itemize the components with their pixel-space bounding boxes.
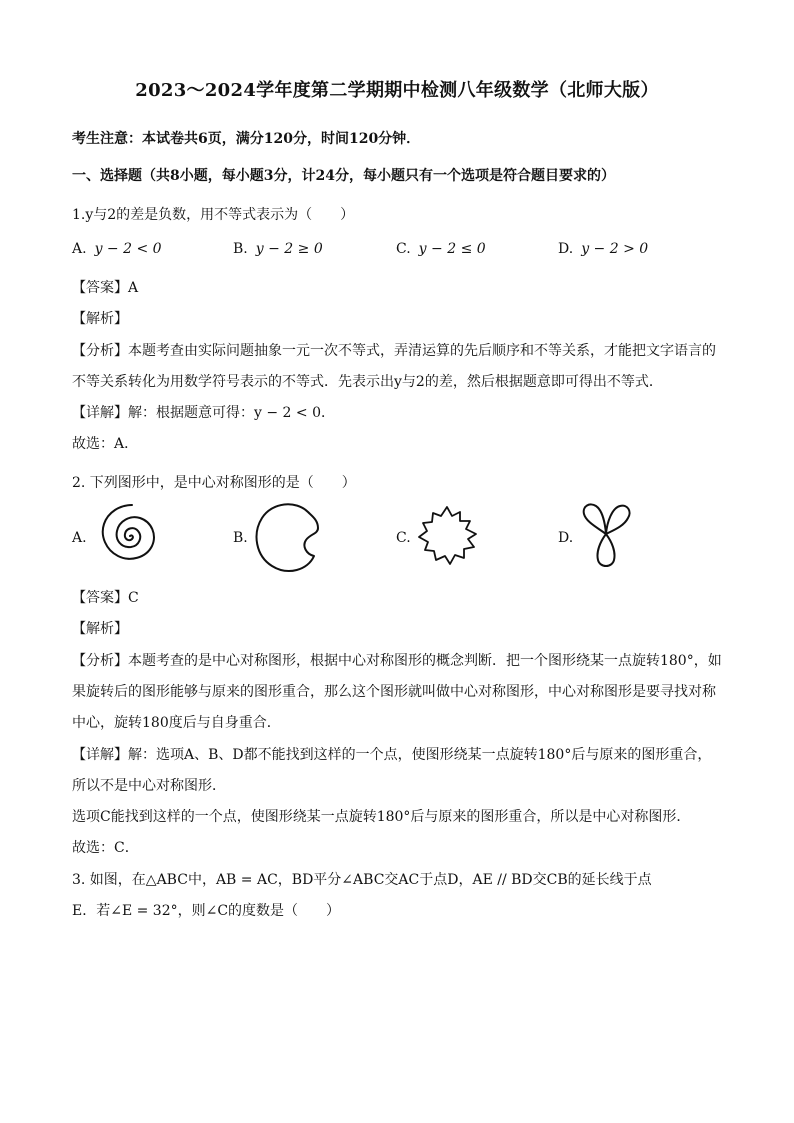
cardioid-figure (252, 500, 322, 576)
q1-option-a-letter: A. (72, 241, 87, 257)
q2-detail-line-3: 选项C能找到这样的一个点，使图形绕某一点旋转180°后与原来的图形重合，所以是中心对称图形． (72, 809, 691, 825)
q1-option-d (558, 241, 648, 257)
q2-analysis-line-3: 中心，旋转180度后与自身重合． (72, 715, 281, 731)
q1-option-b (233, 241, 323, 257)
q2-analysis-line-2: 果旋转后的图形能够与原来的图形重合，那么这个图形就叫做中心对称图形，中心对称图形是要寻找对称 (72, 684, 716, 700)
q1-answer: 【答案】A (72, 280, 139, 296)
q3-stem-line-1: 3. 如图，在△ABC中，AB = AC，BD平分∠ABC交AC于点D，AE // BD交CB的延长线于点 (72, 872, 652, 888)
q2-label-d: D. (558, 530, 574, 546)
q3-stem-line-2: E．若∠E = 32°，则∠C的度数是（ ） (72, 903, 341, 919)
q1-option-b-letter: B. (233, 241, 248, 257)
q2-choice: 故选：C． (72, 840, 139, 856)
q1-detail: 【详解】解：根据题意可得：y − 2 < 0． (72, 405, 335, 421)
q2-label-c: C. (396, 530, 411, 546)
q2-label-a: A. (72, 530, 87, 546)
q1-option-c-letter: C. (396, 241, 411, 257)
q1-option-c (396, 241, 486, 257)
q1-analysis-heading: 【解析】 (72, 311, 128, 327)
q1-option-d-letter: D. (558, 241, 574, 257)
q2-detail-line-1: 【详解】解：选项A、B、D都不能找到这样的一个点，使图形绕某一点旋转180°后与原来的图形重合， (72, 747, 712, 763)
q1-analysis-line-2: 不等关系转化为用数学符号表示的不等式．先表示出y与2的差，然后根据题意即可得出不等式． (72, 374, 663, 390)
q1-option-a-expr: y − 2 < 0 (94, 241, 162, 257)
q2-detail-line-2: 所以不是中心对称图形． (72, 778, 226, 794)
q2-analysis-line-1: 【分析】本题考查的是中心对称图形，根据中心对称图形的概念判断．把一个图形绕某一点旋转180°，如 (72, 653, 722, 669)
q1-stem: 1.y与2的差是负数，用不等式表示为（ ） (72, 207, 355, 223)
q1-choice: 故选：A． (72, 436, 139, 452)
q1-option-c-expr: y − 2 ≤ 0 (418, 241, 486, 257)
q1-analysis-line-1: 【分析】本题考查由实际问题抽象一元一次不等式，弄清运算的先后顺序和不等关系，才能把文字语言的 (72, 343, 716, 359)
spiral-figure (90, 500, 170, 570)
exam-notice: 考生注意：本试卷共6页，满分120分，时间120分钟． (72, 131, 421, 147)
trefoil-figure (576, 500, 636, 572)
q1-option-d-expr: y − 2 > 0 (581, 241, 649, 257)
q2-answer: 【答案】C (72, 590, 139, 606)
q1-option-b-expr: y − 2 ≥ 0 (255, 241, 323, 257)
q2-label-b: B. (233, 530, 248, 546)
page-title: 2023～2024学年度第二学期期中检测八年级数学（北师大版） (135, 80, 659, 101)
q2-analysis-heading: 【解析】 (72, 621, 128, 637)
snowflake-figure (414, 504, 480, 570)
section-heading: 一、选择题（共8小题，每小题3分，计24分，每小题只有一个选项是符合题目要求的） (72, 168, 615, 184)
q2-stem: 2. 下列图形中，是中心对称图形的是（ ） (72, 475, 356, 491)
q1-option-a (72, 241, 162, 257)
